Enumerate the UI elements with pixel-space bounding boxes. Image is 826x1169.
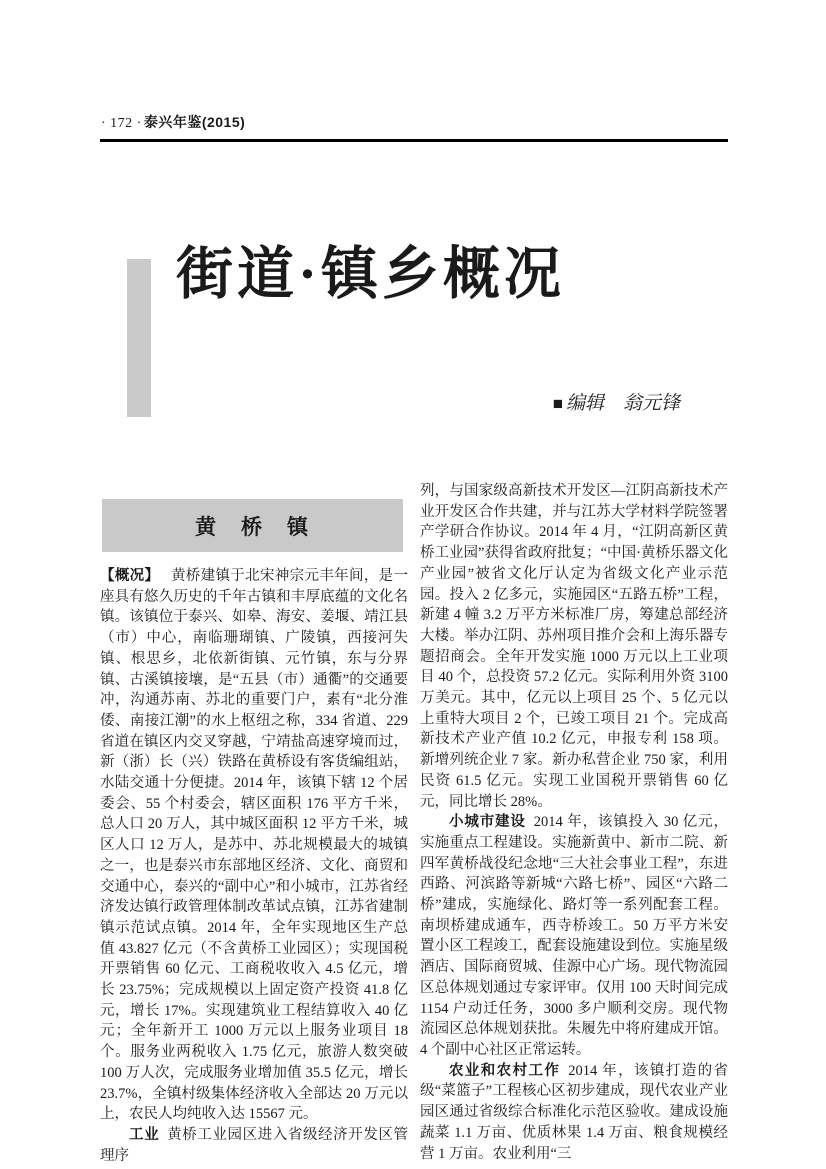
editor-label: 编辑 (565, 393, 604, 414)
text-column-left (100, 566, 408, 1166)
paragraph-text: 黄桥工业园区进入省级经济开发区管理序 (100, 1126, 409, 1164)
paragraph-industry-start (100, 1125, 408, 1166)
paragraph-text: 黄桥建镇于北宋神宗元丰年间，是一座具有悠久历史的千年古镇和丰厚底蕴的文化名镇。该镇位于泰兴、如皋、海安、姜堰、靖江县（市）中心，南临珊瑚镇、广陵镇，西接河失镇、根思乡，北依新街镇、元竹镇，东与分界镇、古溪镇接壤，是“五县（市）通衢”的交通要冲，沟通苏南、苏北的重要门户，素有“北分淮倭、南接江潮”的水上枢纽之称，334 省道、229 省道在镇区内交叉穿越，宁靖盐高速穿境而过，新（浙）长（兴）铁路在黄桥设有客货编组站，水陆交通十分便捷。2014 年，该镇下辖 12 个居委会、55 个村委会，辖区面积 176 平方千米，总人口 20 万人，其中城区面积 12 平方千米，城区人口 12 万人，是苏中、苏北规模最大的城镇之一，也是泰兴市东部地区经济、文化、商贸和交通中心，泰兴的“副中心”和小城市，江苏省经济发达镇行政管理体制改革试点镇，江苏省建制镇示范试点镇。2014 年，全年实现地区生产总值 43.827 亿元（不含黄桥工业园区）；实现国税开票销售 60 亿元、工商税收收入 4.5 亿元，增长 23.75%；完成规模以上固定资产投资 41.8 亿元，增长 17%。实现建筑业工程结算收入 40 亿元；全年新开工 1000 万元以上服务业项目 18 个。服务业两税收入 1.75 亿元，旅游人数突破 100 万人次，完成服务业增加值 35.5 亿元，增长 23.7%，全镇村级集体经济收入全部达 20 万元以上，农民人均纯收入达 15567 元。 (100, 568, 409, 1123)
chapter-title: 街道·镇乡概况 (176, 243, 566, 306)
section-heading-huangqiao: 黄 桥 镇 (102, 499, 403, 552)
paragraph-agriculture (420, 1061, 728, 1165)
paragraph-head-urban-construction: 小城市建设 (449, 814, 526, 831)
header-rule (100, 139, 728, 142)
text-column-right (420, 481, 728, 1164)
square-bullet-icon: ■ (552, 394, 563, 413)
editor-name: 翁元锋 (622, 393, 680, 414)
paragraph-overview (100, 566, 408, 1125)
book-title: 泰兴年鉴(2015) (143, 114, 246, 130)
paragraph-text: 列，与国家级高新技术开发区—江阴高新技术产业开发区合作共建，并与江苏大学材料学院签署产学研合作协议。2014 年 4 月，“江阴高新区黄桥工业园”获得省政府批复；“中国·黄桥乐器文化产业园”被省文化厅认定为省级文化产业示范园。投入 2 亿多元，实施园区“五路五桥”工程，新建 4 幢 3.2 万平方米标准厂房，筹建总部经济大楼。举办江阴、苏州项目推介会和上海乐器专题招商会。全年开发实施 1000 万元以上工业项目 40 个，总投资 57.2 亿元。实际利用外资 3100 万美元。其中，亿元以上项目 25 个、5 亿元以上重特大项目 2 个，已竣工项目 21 个。完成高新技术产业产值 10.2 亿元，申报专利 158 项。新增列统企业 7 家。新办私营企业 750 家，利用民资 61.5 亿元。实现工业国税开票销售 60 亿元，同比增长 28%。 (420, 483, 728, 810)
paragraph-industry-continued (420, 481, 728, 812)
paragraph-head-agriculture: 农业和农村工作 (449, 1062, 561, 1079)
paragraph-text: 2014 年，该镇投入 30 亿元，实施重点工程建设。实施新黄中、新市二院、新四军黄桥战役纪念地“三大社会事业工程”，东进西路、河滨路等新城“六路七桥”、园区“六路二桥”建成，实施绿化、路灯等一系列配套工程。南坝桥建成通车，西寺桥竣工。50 万平方米安置小区工程竣工，配套设施建设到位。实施星级酒店、国际商贸城、佳源中心广场。现代物流园区总体规划通过专家评审。仅用 100 天时间完成 1154 户动迁任务，3000 多户顺利交房。现代物流园区总体规划获批。朱履先中将府建成开馆。4 个副中心社区正常运转。 (420, 814, 729, 1058)
running-head (101, 112, 245, 132)
editor-credit (553, 388, 680, 415)
title-accent-bar (127, 259, 151, 417)
paragraph-head-overview: 【概况】 (100, 568, 160, 584)
paragraph-text: 2014 年，该镇打造的省级“菜篮子”工程核心区初步建成，现代农业产业园区通过省级综合标准化示范区验收。建成设施蔬菜 1.1 万亩、优质林果 1.4 万亩、粮食规模经营 1 万亩。农业利用“三 (420, 1062, 729, 1162)
page-number: · 172 · (101, 116, 142, 131)
paragraph-head-industry: 工业 (129, 1126, 160, 1143)
paragraph-urban-construction (420, 812, 728, 1060)
